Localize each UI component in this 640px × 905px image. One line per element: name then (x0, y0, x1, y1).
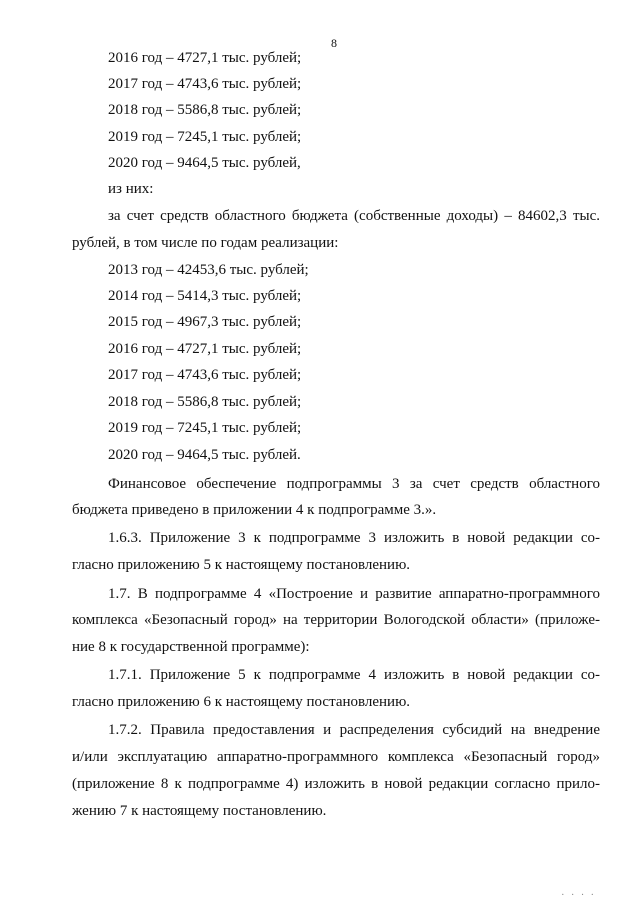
item-1-7: 1.7. В подпрограмме 4 «Построение и развитие аппаратно-программного (108, 586, 600, 602)
item-1-7-1: 1.7.1. Приложение 5 к подпрограмме 4 изложить в новой редакции со- (108, 667, 600, 683)
regional-year-2018: 2018 год – 5586,8 тыс. рублей; (108, 394, 302, 410)
year-line-2020: 2020 год – 9464,5 тыс. рублей, (108, 155, 301, 171)
year-line-2017: 2017 год – 4743,6 тыс. рублей; (108, 76, 302, 92)
financing-paragraph-cont: бюджета приведено в приложении 4 к подпрограмме 3.». (72, 502, 437, 518)
year-line-2019: 2019 год – 7245,1 тыс. рублей; (108, 129, 302, 145)
of-which-label: из них: (108, 181, 154, 197)
item-1-7-2-cont-1: и/или эксплуатацию аппаратно-программного комплекса «Безопасный город» (72, 749, 600, 765)
item-1-6-3: 1.6.3. Приложение 3 к подпрограмме 3 изложить в новой редакции со- (108, 530, 600, 546)
item-1-7-2-cont-2: (приложение 8 к подпрограмме 4) изложить в новой редакции согласно прило- (72, 776, 600, 792)
item-1-7-2: 1.7.2. Правила предоставления и распределения субсидий на внедрение (108, 722, 600, 738)
regional-year-2013: 2013 год – 42453,6 тыс. рублей; (108, 262, 309, 278)
year-line-2016: 2016 год – 4727,1 тыс. рублей; (108, 50, 302, 66)
regional-year-2020: 2020 год – 9464,5 тыс. рублей. (108, 447, 301, 463)
regional-year-2017: 2017 год – 4743,6 тыс. рублей; (108, 367, 302, 383)
regional-year-2015: 2015 год – 4967,3 тыс. рублей; (108, 314, 302, 330)
item-1-7-cont-2: ние 8 к государственной программе): (72, 639, 310, 655)
item-1-7-cont-1: комплекса «Безопасный город» на территории Вологодской области» (приложе- (72, 612, 600, 628)
item-1-7-1-cont: гласно приложению 6 к настоящему постановлению. (72, 694, 411, 710)
item-1-7-2-cont-3: жению 7 к настоящему постановлению. (72, 803, 327, 819)
regional-year-2016: 2016 год – 4727,1 тыс. рублей; (108, 341, 302, 357)
page-number: 8 (331, 36, 337, 50)
regional-year-2014: 2014 год – 5414,3 тыс. рублей; (108, 288, 302, 304)
scan-corner-mark: · · · · (561, 890, 596, 901)
financing-paragraph: Финансовое обеспечение подпрограммы 3 за счет средств областного (108, 476, 600, 492)
item-1-6-3-cont: гласно приложению 5 к настоящему постановлению. (72, 557, 411, 573)
year-line-2018: 2018 год – 5586,8 тыс. рублей; (108, 102, 302, 118)
regional-budget-line: за счет средств областного бюджета (собственные доходы) – 84602,3 тыс. (108, 208, 600, 224)
regional-year-2019: 2019 год – 7245,1 тыс. рублей; (108, 420, 302, 436)
regional-budget-line-cont: рублей, в том числе по годам реализации: (72, 235, 339, 251)
